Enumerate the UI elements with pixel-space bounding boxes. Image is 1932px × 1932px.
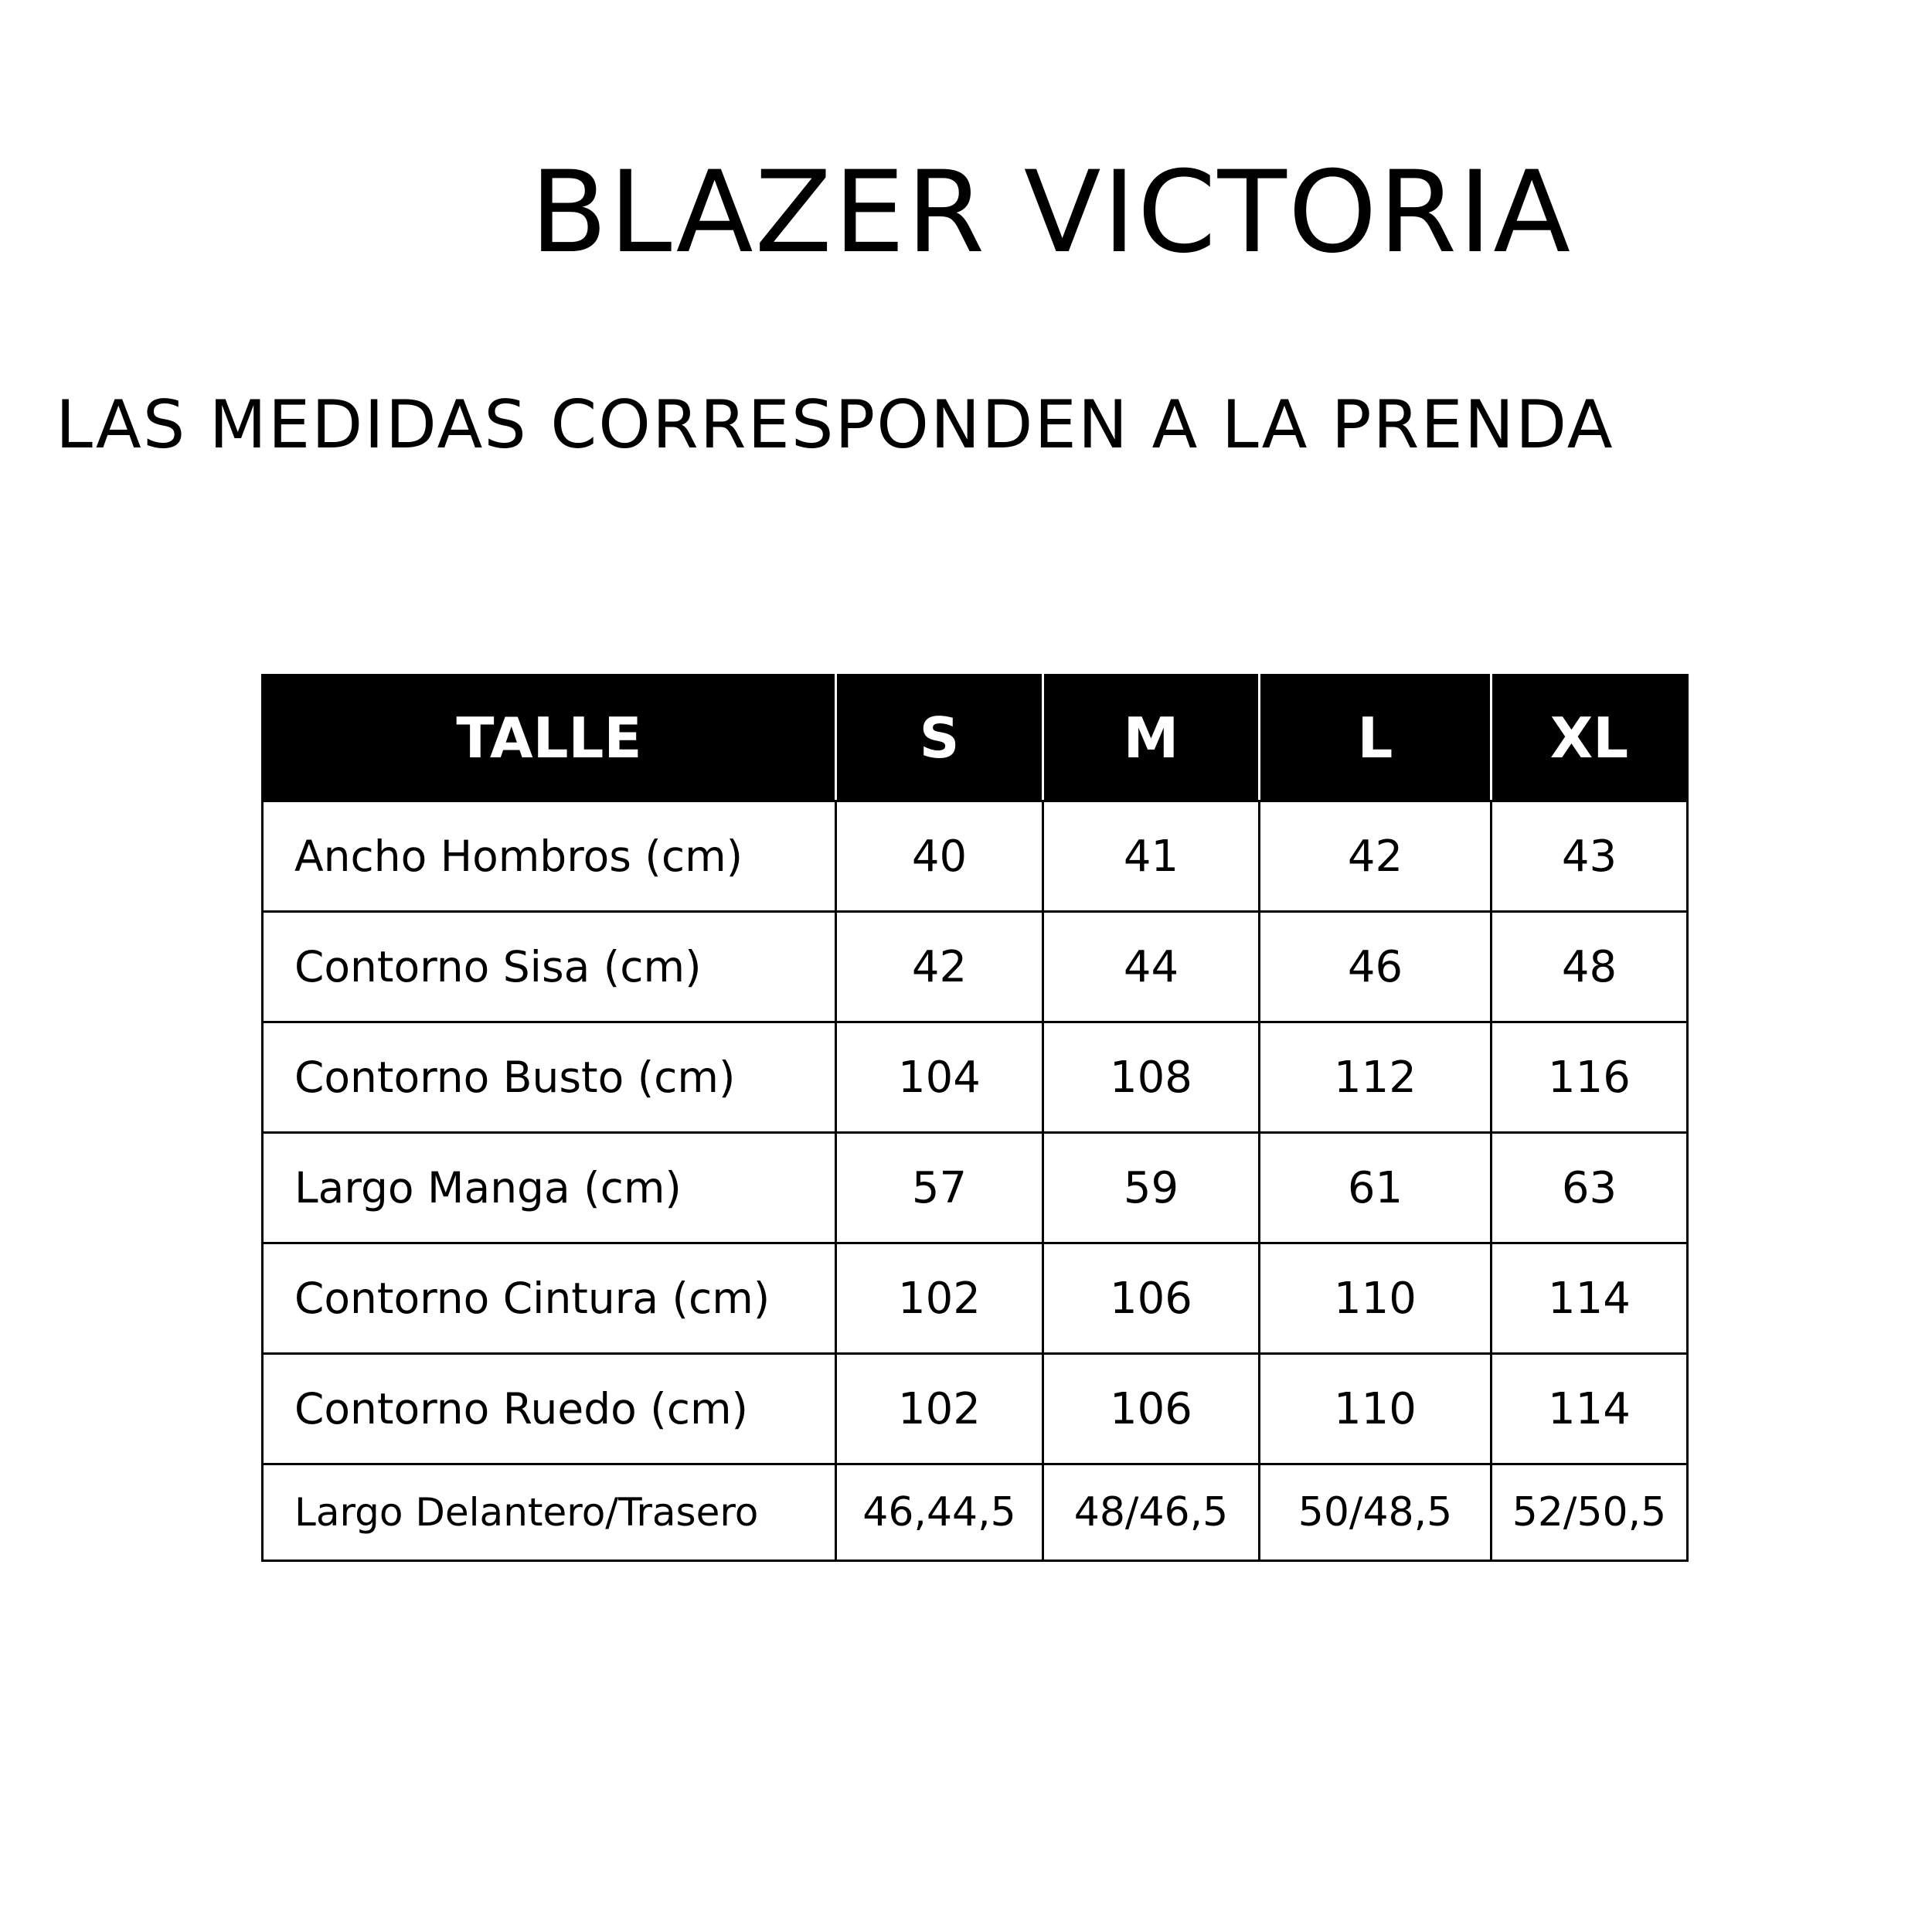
cell-value: 110 xyxy=(1260,1243,1492,1354)
header-size-s: S xyxy=(836,675,1043,801)
table-row xyxy=(263,1022,1688,1133)
row-label: Contorno Cintura (cm) xyxy=(263,1243,836,1354)
cell-value: 40 xyxy=(836,801,1043,912)
cell-value: 63 xyxy=(1492,1133,1688,1243)
cell-value: 42 xyxy=(836,912,1043,1022)
cell-value: 41 xyxy=(1043,801,1260,912)
cell-value: 52/50,5 xyxy=(1492,1464,1688,1561)
cell-value: 108 xyxy=(1043,1022,1260,1133)
cell-value: 106 xyxy=(1043,1243,1260,1354)
cell-value: 42 xyxy=(1260,801,1492,912)
cell-value: 114 xyxy=(1492,1354,1688,1464)
row-label: Largo Delantero/Trasero xyxy=(263,1464,836,1561)
row-label: Contorno Sisa (cm) xyxy=(263,912,836,1022)
table-row xyxy=(263,1354,1688,1464)
cell-value: 116 xyxy=(1492,1022,1688,1133)
cell-value: 46 xyxy=(1260,912,1492,1022)
cell-value: 57 xyxy=(836,1133,1043,1243)
row-label: Contorno Ruedo (cm) xyxy=(263,1354,836,1464)
table-row xyxy=(263,1464,1688,1561)
table-header-row xyxy=(263,675,1688,801)
page-subtitle: LAS MEDIDAS CORRESPONDEN A LA PRENDA xyxy=(56,386,1614,464)
header-talle: TALLE xyxy=(263,675,836,801)
table-body xyxy=(263,801,1688,1561)
cell-value: 61 xyxy=(1260,1133,1492,1243)
cell-value: 102 xyxy=(836,1354,1043,1464)
cell-value: 50/48,5 xyxy=(1260,1464,1492,1561)
cell-value: 110 xyxy=(1260,1354,1492,1464)
cell-value: 104 xyxy=(836,1022,1043,1133)
cell-value: 114 xyxy=(1492,1243,1688,1354)
cell-value: 46,44,5 xyxy=(836,1464,1043,1561)
table-header xyxy=(263,675,1688,801)
cell-value: 44 xyxy=(1043,912,1260,1022)
row-label: Contorno Busto (cm) xyxy=(263,1022,836,1133)
cell-value: 59 xyxy=(1043,1133,1260,1243)
cell-value: 43 xyxy=(1492,801,1688,912)
table-row xyxy=(263,801,1688,912)
cell-value: 48/46,5 xyxy=(1043,1464,1260,1561)
row-label: Largo Manga (cm) xyxy=(263,1133,836,1243)
header-size-l: L xyxy=(1260,675,1492,801)
cell-value: 48 xyxy=(1492,912,1688,1022)
cell-value: 102 xyxy=(836,1243,1043,1354)
table-row xyxy=(263,1133,1688,1243)
table-row xyxy=(263,1243,1688,1354)
size-chart-table xyxy=(261,674,1689,1562)
page-title: BLAZER VICTORIA xyxy=(529,147,1573,278)
header-size-m: M xyxy=(1043,675,1260,801)
header-size-xl: XL xyxy=(1492,675,1688,801)
table-row xyxy=(263,912,1688,1022)
cell-value: 112 xyxy=(1260,1022,1492,1133)
row-label: Ancho Hombros (cm) xyxy=(263,801,836,912)
cell-value: 106 xyxy=(1043,1354,1260,1464)
